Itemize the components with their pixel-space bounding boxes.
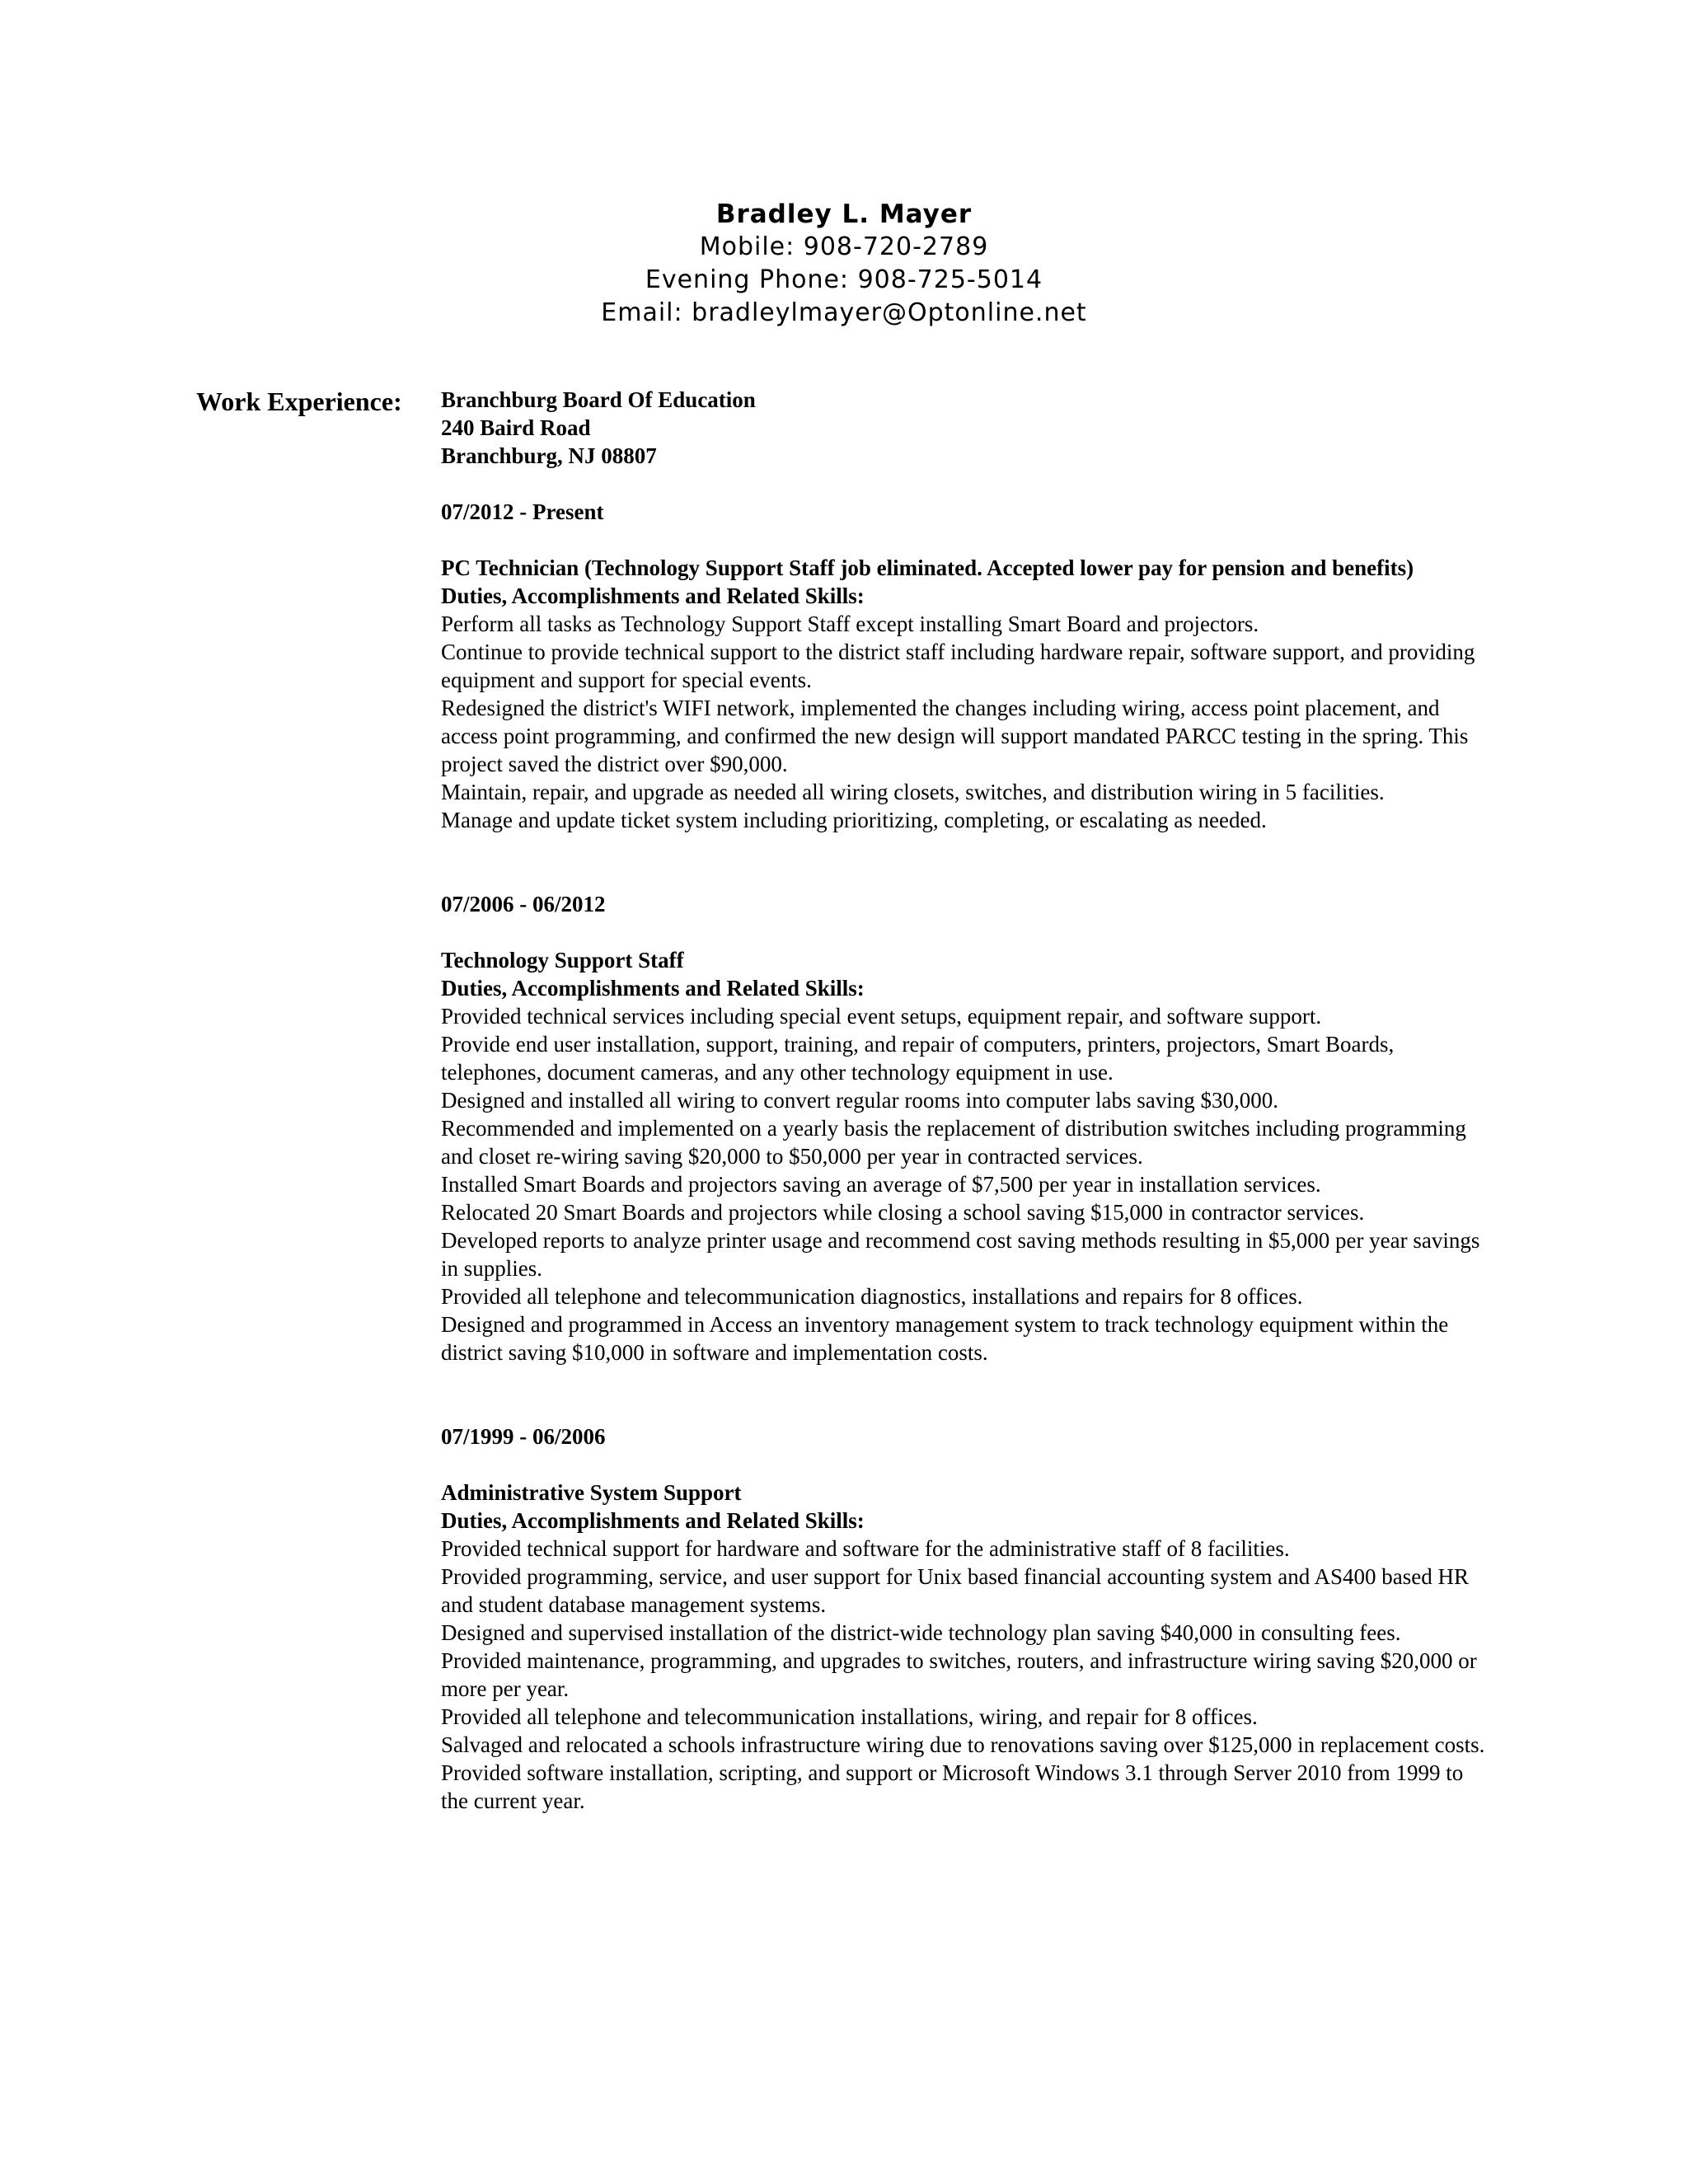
spacer bbox=[441, 834, 1488, 890]
duty-item: Provided maintenance, programming, and upgrades to switches, routers, and infrastructure wiring saving $20,000 or more per year. bbox=[441, 1648, 1477, 1701]
duties-label: Duties, Accomplishments and Related Skills: bbox=[441, 1508, 865, 1533]
duty-item: Provided programming, service, and user support for Unix based financial accounting system and AS400 based HR and student database management systems. bbox=[441, 1564, 1469, 1617]
duty-item: Salvaged and relocated a schools infrastructure wiring due to renovations saving over $125,000 in replacement costs. bbox=[441, 1732, 1485, 1757]
job-title: Administrative System Support bbox=[441, 1480, 742, 1505]
spacer bbox=[441, 1366, 1488, 1422]
duty-item: Maintain, repair, and upgrade as needed all wiring closets, switches, and distribution wiring in 5 facilities. bbox=[441, 780, 1385, 804]
duty-item: Provided all telephone and telecommunication installations, wiring, and repair for 8 offices. bbox=[441, 1704, 1258, 1729]
duty-item: Provided technical support for hardware and software for the administrative staff of 8 facilities. bbox=[441, 1536, 1290, 1561]
job-entry bbox=[441, 498, 1488, 834]
contact-header bbox=[0, 198, 1688, 330]
email-address: Email: bradleylmayer@Optonline.net bbox=[601, 298, 1087, 327]
duty-item: Perform all tasks as Technology Support Staff except installing Smart Board and projectors. bbox=[441, 612, 1259, 636]
duty-item: Relocated 20 Smart Boards and projectors while closing a school saving $15,000 in contractor services. bbox=[441, 1200, 1365, 1225]
duty-item: Provided all telephone and telecommunication diagnostics, installations and repairs for 8 offices. bbox=[441, 1284, 1303, 1309]
employer-street: 240 Baird Road bbox=[441, 415, 591, 440]
candidate-name: Bradley L. Mayer bbox=[715, 199, 973, 229]
job-title: Technology Support Staff bbox=[441, 948, 684, 972]
employer-block bbox=[441, 386, 1488, 470]
duty-item: Continue to provide technical support to the district staff including hardware repair, software support, and providing equipment and support for special events. bbox=[441, 640, 1475, 692]
work-experience-content bbox=[441, 386, 1488, 1815]
duties-label: Duties, Accomplishments and Related Skills: bbox=[441, 583, 865, 608]
duty-item: Installed Smart Boards and projectors saving an average of $7,500 per year in installation services. bbox=[441, 1172, 1321, 1197]
job-dates: 07/2006 - 06/2012 bbox=[441, 892, 606, 916]
job-title: PC Technician (Technology Support Staff job eliminated. Accepted lower pay for pension and benefits) bbox=[441, 555, 1414, 580]
employer-name: Branchburg Board Of Education bbox=[441, 387, 756, 412]
duty-item: Recommended and implemented on a yearly basis the replacement of distribution switches including programming and closet re-wiring saving $20,000 to $50,000 per year in contracted services. bbox=[441, 1116, 1466, 1169]
duty-item: Designed and installed all wiring to convert regular rooms into computer labs saving $30,000. bbox=[441, 1088, 1279, 1113]
duty-item: Developed reports to analyze printer usage and recommend cost saving methods resulting in $5,000 per year savings in supplies. bbox=[441, 1228, 1480, 1281]
duty-item: Provide end user installation, support, training, and repair of computers, printers, projectors, Smart Boards, telephones, document cameras, and any other technology equipment in use. bbox=[441, 1032, 1395, 1085]
section-label-work-experience: Work Experience: bbox=[196, 387, 402, 416]
evening-phone: Evening Phone: 908-725-5014 bbox=[645, 265, 1043, 294]
employer-city: Branchburg, NJ 08807 bbox=[441, 443, 657, 468]
duty-item: Designed and programmed in Access an inventory management system to track technology equipment within the district saving $10,000 in software and implementation costs. bbox=[441, 1312, 1449, 1365]
duty-item: Manage and update ticket system including prioritizing, completing, or escalating as needed. bbox=[441, 808, 1267, 832]
job-dates: 07/2012 - Present bbox=[441, 499, 604, 524]
job-entry bbox=[441, 890, 1488, 1366]
job-entry bbox=[441, 1422, 1488, 1815]
job-dates: 07/1999 - 06/2006 bbox=[441, 1424, 606, 1449]
duties-label: Duties, Accomplishments and Related Skills: bbox=[441, 976, 865, 1001]
mobile-phone: Mobile: 908-720-2789 bbox=[699, 232, 989, 261]
duty-item: Designed and supervised installation of the district-wide technology plan saving $40,000 in consulting fees. bbox=[441, 1620, 1401, 1645]
duty-item: Redesigned the district's WIFI network, implemented the changes including wiring, access point placement, and access point programming, and confirmed the new design will support mandated PARCC testing in the spring. This project saved the district over $90,000. bbox=[441, 696, 1469, 776]
duty-item: Provided technical services including special event setups, equipment repair, and software support. bbox=[441, 1004, 1322, 1029]
duty-item: Provided software installation, scripting, and support or Microsoft Windows 3.1 through Server 2010 from 1999 to the current year. bbox=[441, 1760, 1464, 1813]
